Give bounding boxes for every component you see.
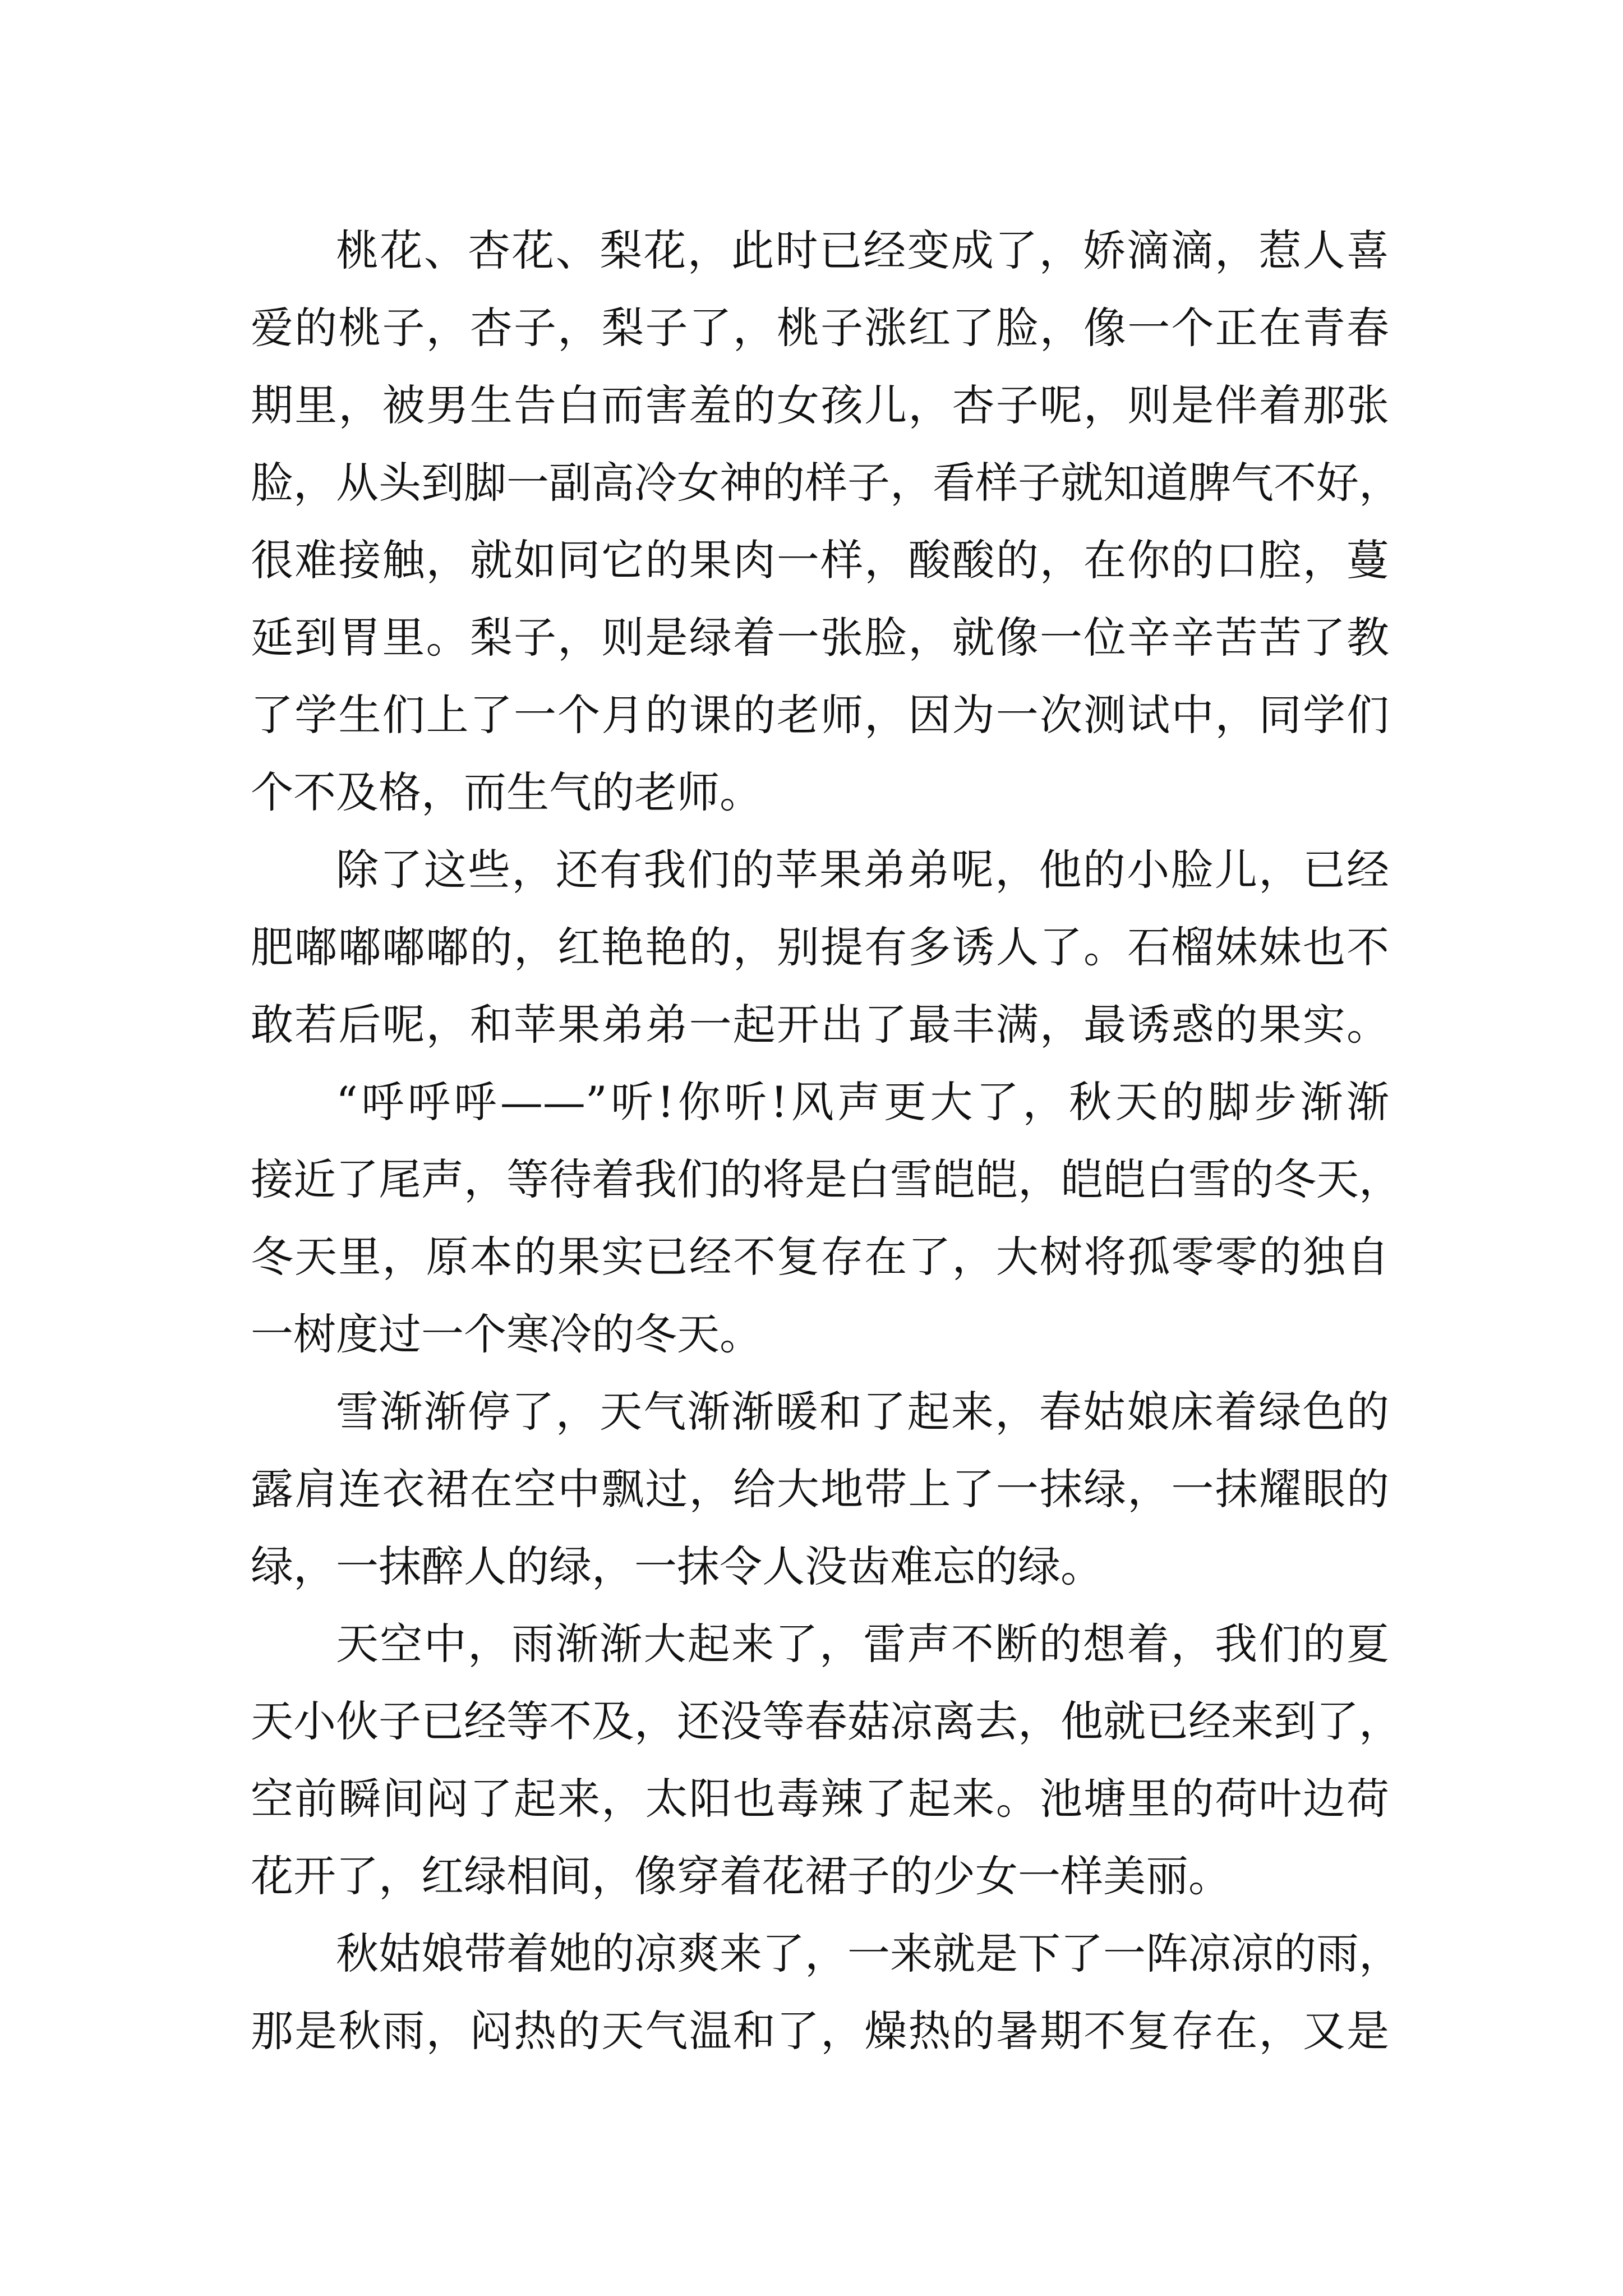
text-line: 天空中，雨渐渐大起来了，雷声不断的想着，我们的夏 xyxy=(336,1619,1389,1669)
text-line: 个不及格，而生气的老师。 xyxy=(251,767,762,817)
text-line: 敢若后呢，和苹果弟弟一起开出了最丰满，最诱惑的果实。 xyxy=(251,1000,1389,1050)
text-line: 了学生们上了一个月的课的老师，因为一次测试中，同学们 xyxy=(251,690,1389,740)
text-line: 秋姑娘带着她的凉爽来了，一来就是下了一阵凉凉的雨， xyxy=(336,1929,1401,1978)
text-line: 延到胃里。梨子，则是绿着一张脸，就像一位辛辛苦苦了教 xyxy=(251,613,1389,662)
text-line: 空前瞬间闷了起来，太阳也毒辣了起来。池塘里的荷叶边荷 xyxy=(251,1774,1389,1824)
text-line: 露肩连衣裙在空中飘过，给大地带上了一抹绿，一抹耀眼的 xyxy=(251,1464,1389,1514)
text-line: 爱的桃子，杏子，梨子了，桃子涨红了脸，像一个正在青春 xyxy=(251,303,1389,353)
text-line: 脸，从头到脚一副高冷女神的样子，看样子就知道脾气不好， xyxy=(251,458,1401,508)
text-line: 雪渐渐停了，天气渐渐暖和了起来，春姑娘床着绿色的 xyxy=(336,1387,1389,1437)
text-line: 冬天里，原本的果实已经不复存在了，大树将孤零零的独自 xyxy=(251,1232,1389,1282)
text-line: 很难接触，就如同它的果肉一样，酸酸的，在你的口腔，蔓 xyxy=(251,535,1389,585)
document-body xyxy=(251,212,1401,2070)
text-line: 天小伙子已经等不及，还没等春菇凉离去，他就已经来到了， xyxy=(251,1696,1401,1746)
text-line: 期里，被男生告白而害羞的女孩儿，杏子呢，则是伴着那张 xyxy=(251,380,1389,430)
text-line: 那是秋雨，闷热的天气温和了，燥热的暑期不复存在，又是 xyxy=(251,2006,1389,2056)
text-line: 一树度过一个寒冷的冬天。 xyxy=(251,1309,762,1359)
text-line: 花开了，红绿相间，像穿着花裙子的少女一样美丽。 xyxy=(251,1851,1231,1901)
text-line: 绿，一抹醉人的绿，一抹令人没齿难忘的绿。 xyxy=(251,1542,1103,1591)
text-line: 桃花、杏花、梨花，此时已经变成了，娇滴滴，惹人喜 xyxy=(336,226,1389,275)
text-line: 除了这些，还有我们的苹果弟弟呢，他的小脸儿，已经 xyxy=(336,845,1389,895)
text-line: “呼呼呼——”听!你听!风声更大了，秋天的脚步渐渐 xyxy=(336,1077,1389,1127)
text-line: 接近了尾声，等待着我们的将是白雪皑皑，皑皑白雪的冬天， xyxy=(251,1154,1401,1204)
text-line: 肥嘟嘟嘟嘟的，红艳艳的，别提有多诱人了。石榴妹妹也不 xyxy=(251,922,1389,972)
